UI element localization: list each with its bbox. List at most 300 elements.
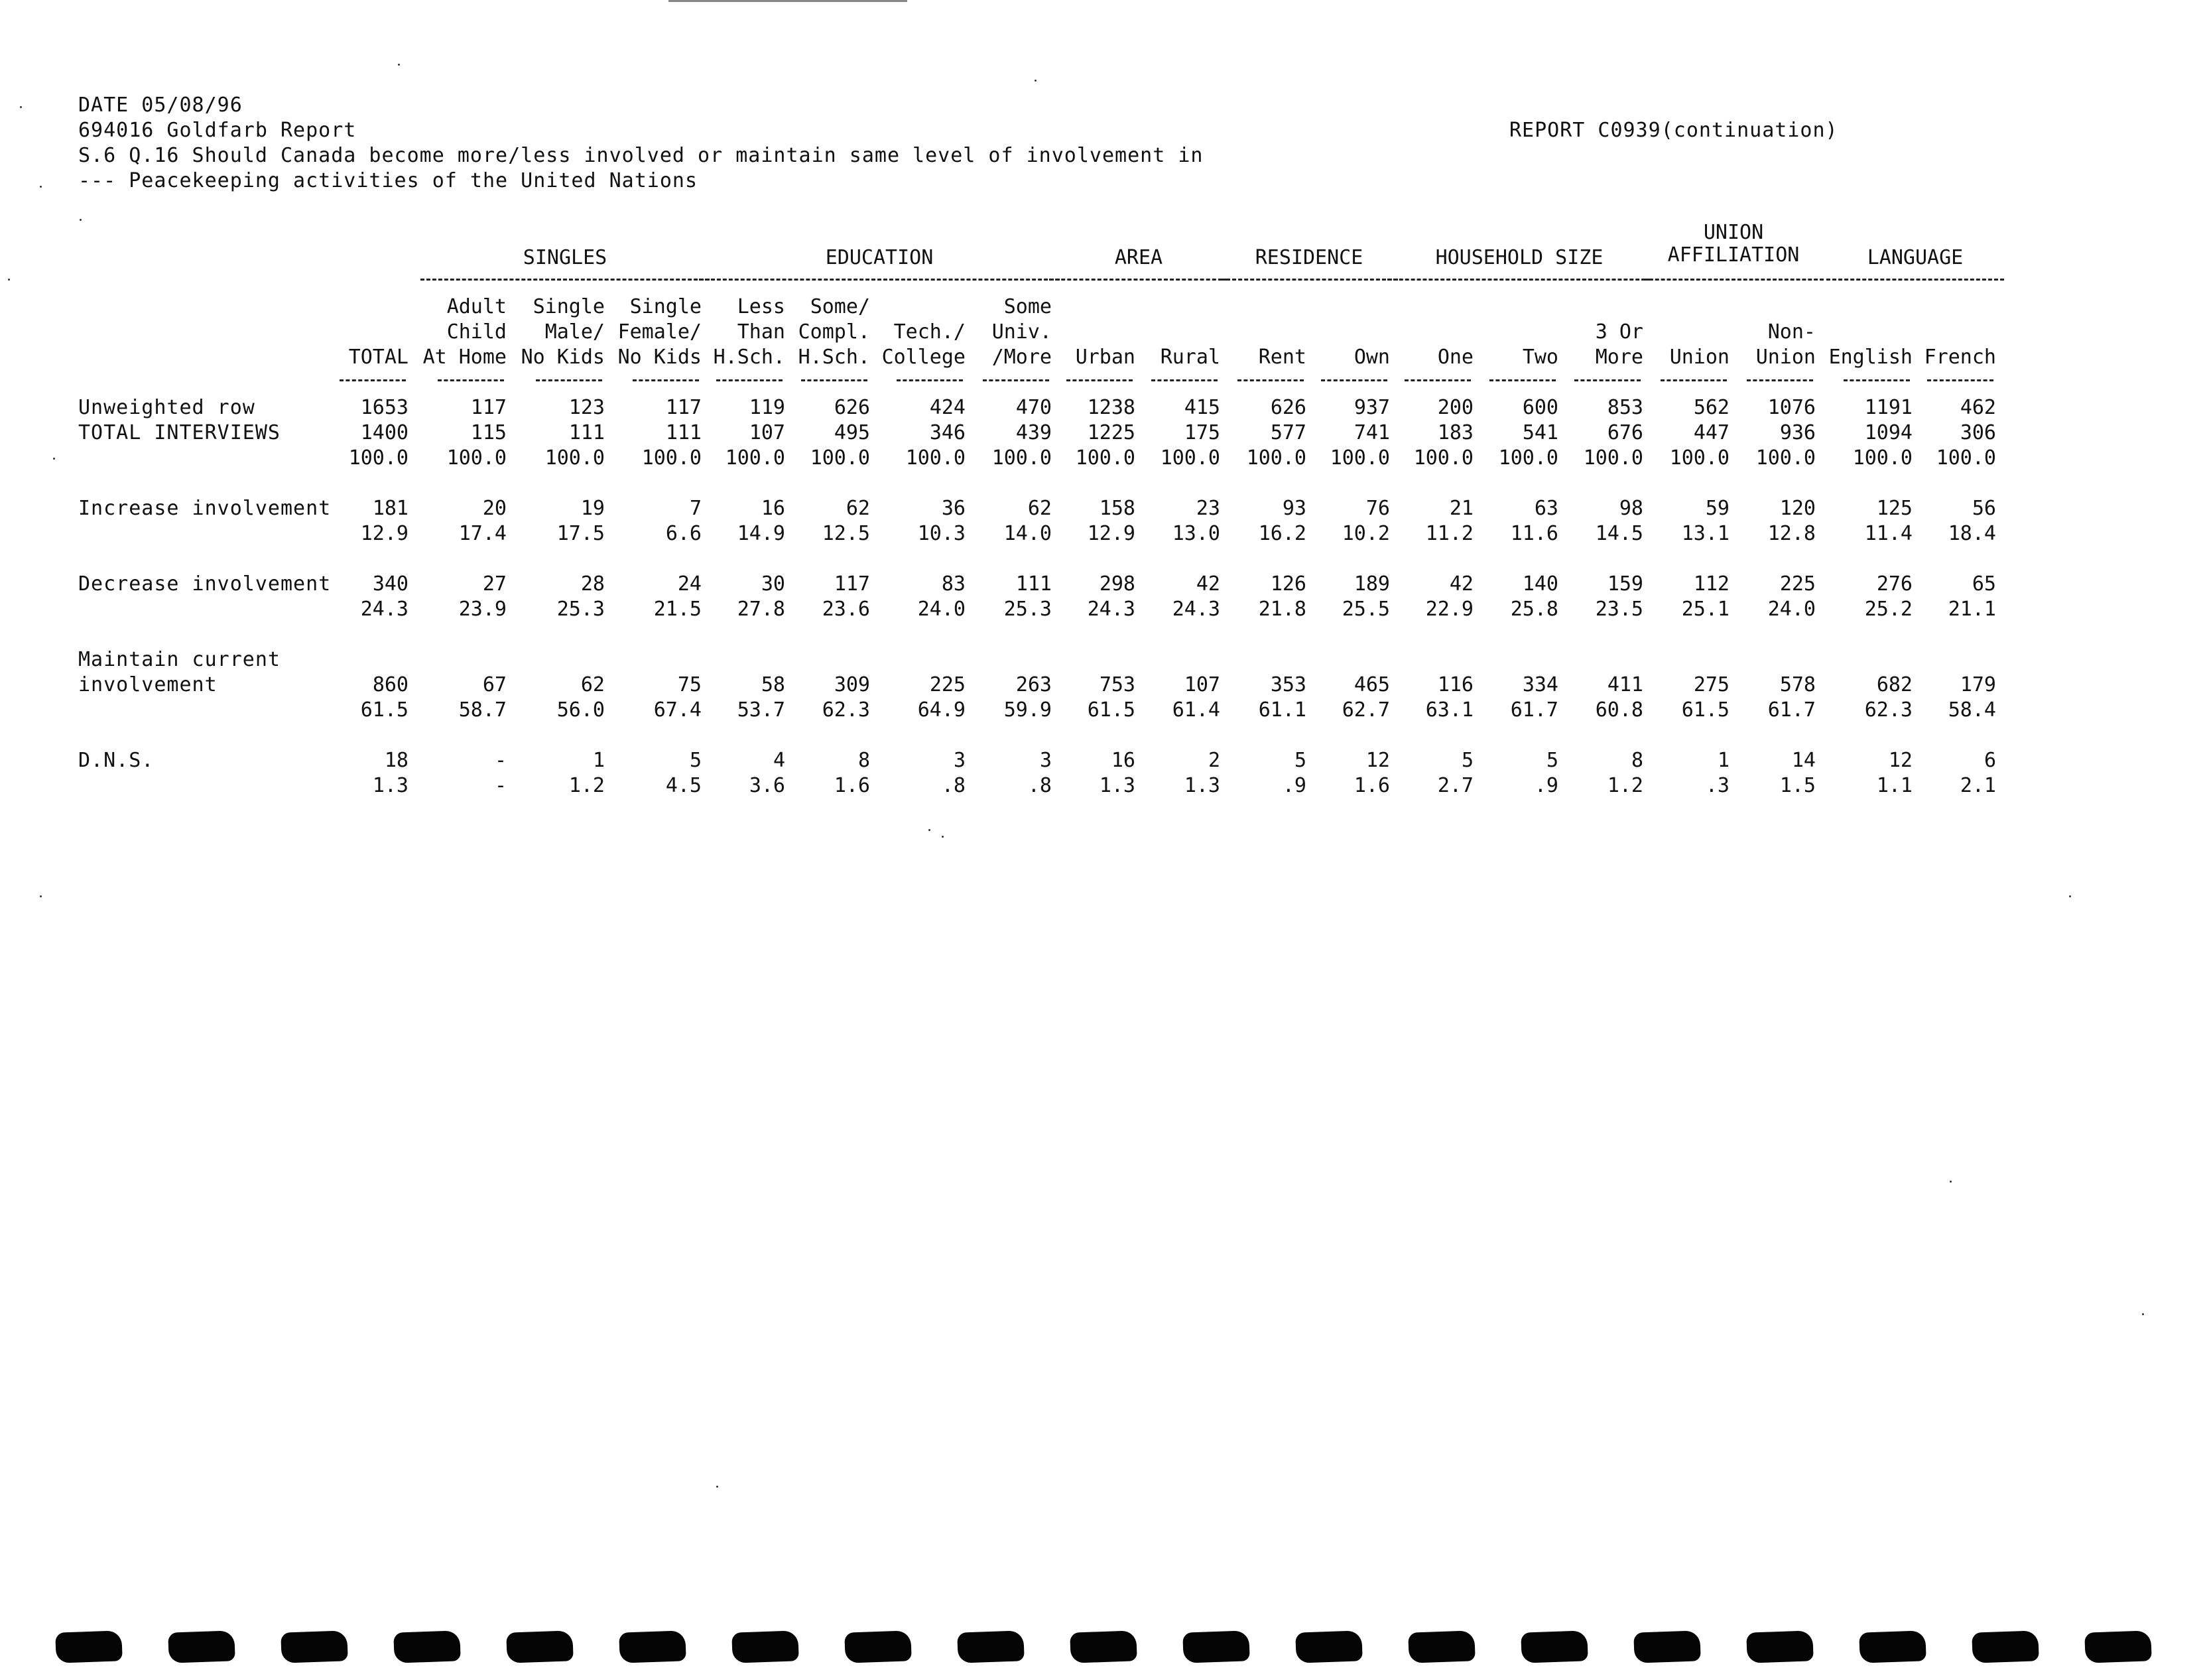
table-cell: 1225 [1087, 421, 1135, 444]
punch-hole [1182, 1630, 1250, 1663]
table-cell: 225 [1779, 572, 1816, 596]
table-cell: 16.2 [1258, 522, 1306, 545]
table-cell: 100.0 [348, 446, 409, 470]
table-cell: 140 [1522, 572, 1558, 596]
column-header: Some/ Compl. H.Sch. [798, 295, 870, 369]
scan-speck [8, 279, 10, 281]
column-underline [1405, 379, 1471, 381]
table-cell: 1.6 [834, 774, 870, 797]
table-cell: 860 [372, 673, 409, 696]
table-cell: 100.0 [1246, 446, 1306, 470]
column-group-header: HOUSEHOLD SIZE [1435, 246, 1604, 269]
column-underline [633, 379, 699, 381]
table-cell: 120 [1779, 497, 1816, 520]
table-cell: 83 [941, 572, 966, 596]
table-cell: 125 [1876, 497, 1913, 520]
table-cell: - [494, 749, 507, 772]
table-cell: 75 [677, 673, 702, 696]
table-cell: 24.3 [360, 598, 409, 621]
table-cell: 61.1 [1258, 698, 1306, 722]
punch-hole [1746, 1630, 1814, 1663]
column-underline [340, 379, 406, 381]
scan-speck [2069, 895, 2071, 897]
punch-hole [619, 1630, 686, 1663]
row-label: involvement [78, 673, 218, 696]
table-cell: 42 [1196, 572, 1220, 596]
table-cell: 12 [1365, 749, 1390, 772]
column-underline [1927, 379, 1993, 381]
table-cell: 25.2 [1864, 598, 1913, 621]
table-cell: 340 [372, 572, 409, 596]
column-header: English [1828, 346, 1913, 369]
table-cell: 1 [592, 749, 605, 772]
column-header: French [1924, 346, 1996, 369]
table-cell: 116 [1437, 673, 1474, 696]
table-cell: 19 [580, 497, 605, 520]
column-header: Rural [1160, 346, 1220, 369]
table-cell: 111 [665, 421, 702, 444]
row-label: Maintain current [78, 648, 281, 671]
column-header: Non- Union [1755, 320, 1816, 369]
question-text: S.6 Q.16 Should Canada become more/less involved or maintain same level of involvement in [78, 144, 1204, 167]
table-cell: 1.6 [1354, 774, 1390, 797]
table-cell: 175 [1184, 421, 1220, 444]
table-cell: 11.4 [1864, 522, 1913, 545]
scan-speck [2142, 1313, 2144, 1315]
table-cell: 100.0 [446, 446, 507, 470]
table-cell: 58.7 [458, 698, 507, 722]
table-cell: 626 [1270, 396, 1306, 419]
table-cell: 298 [1099, 572, 1135, 596]
table-cell: 263 [1015, 673, 1052, 696]
column-underline [1844, 379, 1910, 381]
table-cell: 100.0 [1160, 446, 1220, 470]
table-cell: 21.8 [1258, 598, 1306, 621]
table-cell: 23.5 [1595, 598, 1643, 621]
table-cell: 3 [1039, 749, 1052, 772]
punch-hole [281, 1630, 348, 1663]
table-cell: 100.0 [1330, 446, 1390, 470]
table-cell: 4 [773, 749, 785, 772]
table-cell: 21.1 [1948, 598, 1996, 621]
column-underline [1321, 379, 1387, 381]
column-header: Union [1669, 346, 1730, 369]
table-cell: 100.0 [641, 446, 702, 470]
table-cell: 100.0 [905, 446, 966, 470]
column-header: Rent [1258, 346, 1306, 369]
punch-hole [957, 1630, 1025, 1663]
table-cell: 100.0 [725, 446, 785, 470]
column-group-header: RESIDENCE [1255, 246, 1363, 269]
table-cell: 1.2 [1607, 774, 1643, 797]
punch-hole [1295, 1630, 1363, 1663]
table-cell: 61.4 [1172, 698, 1220, 722]
report-name: 694016 Goldfarb Report [78, 119, 357, 142]
table-cell: 23.6 [822, 598, 870, 621]
table-cell: 61.5 [1087, 698, 1135, 722]
column-underline [1747, 379, 1813, 381]
table-cell: 123 [568, 396, 605, 419]
table-cell: 200 [1437, 396, 1474, 419]
table-cell: 56.0 [556, 698, 605, 722]
table-cell: 13.1 [1681, 522, 1730, 545]
table-cell: 18 [384, 749, 409, 772]
column-underline [716, 379, 783, 381]
table-cell: 67.4 [653, 698, 702, 722]
table-cell: 189 [1354, 572, 1390, 596]
table-cell: 24.3 [1172, 598, 1220, 621]
table-cell: 117 [665, 396, 702, 419]
column-header: Own [1354, 346, 1390, 369]
column-underline [438, 379, 504, 381]
table-cell: 465 [1354, 673, 1390, 696]
column-header: TOTAL [348, 346, 409, 369]
table-cell: 17.4 [458, 522, 507, 545]
table-cell: 100.0 [1583, 446, 1643, 470]
table-cell: 67 [482, 673, 507, 696]
table-cell: 23.9 [458, 598, 507, 621]
table-cell: 100.0 [1075, 446, 1135, 470]
table-cell: 676 [1607, 421, 1643, 444]
table-cell: 577 [1270, 421, 1306, 444]
table-cell: 18.4 [1948, 522, 1996, 545]
table-cell: 10.2 [1342, 522, 1390, 545]
table-cell: 10.3 [917, 522, 966, 545]
table-cell: 62 [1027, 497, 1052, 520]
table-header [0, 0, 2205, 398]
group-divider [420, 279, 710, 281]
scan-speck [53, 458, 55, 460]
table-cell: 1.3 [1099, 774, 1135, 797]
column-underline [983, 379, 1049, 381]
column-group-header: UNION AFFILIATION [1667, 221, 1800, 267]
table-cell: 1.2 [568, 774, 605, 797]
row-label: Decrease involvement [78, 572, 332, 596]
punch-hole [393, 1630, 461, 1663]
group-divider [1049, 279, 1228, 281]
column-header: Urban [1075, 346, 1135, 369]
table-cell: 541 [1522, 421, 1558, 444]
table-cell: 181 [372, 497, 409, 520]
column-underline [897, 379, 963, 381]
table-cell: 1094 [1864, 421, 1913, 444]
table-cell: 20 [482, 497, 507, 520]
column-group-header: SINGLES [523, 246, 607, 269]
row-label: Increase involvement [78, 497, 332, 520]
table-cell: 6.6 [665, 522, 702, 545]
table-cell: .9 [1534, 774, 1558, 797]
table-cell: 159 [1607, 572, 1643, 596]
table-cell: 100.0 [1669, 446, 1730, 470]
group-divider [1826, 279, 2004, 281]
row-label: TOTAL INTERVIEWS [78, 421, 281, 444]
table-cell: 5 [1461, 749, 1474, 772]
table-cell: 309 [834, 673, 870, 696]
table-cell: 119 [749, 396, 785, 419]
table-cell: 853 [1607, 396, 1643, 419]
table-cell: 126 [1270, 572, 1306, 596]
scan-speck [40, 895, 42, 897]
table-cell: 1.1 [1876, 774, 1913, 797]
column-group-header: AREA [1114, 246, 1163, 269]
column-header: One [1437, 346, 1474, 369]
column-header: 3 Or More [1595, 320, 1643, 369]
table-cell: 447 [1693, 421, 1730, 444]
table-cell: 1.3 [1184, 774, 1220, 797]
table-cell: 14.9 [737, 522, 785, 545]
table-cell: 6 [1984, 749, 1996, 772]
column-underline [536, 379, 602, 381]
table-cell: 24.0 [917, 598, 966, 621]
table-cell: 117 [834, 572, 870, 596]
scan-speck [1950, 1181, 1952, 1183]
column-header: Two [1522, 346, 1558, 369]
punch-hole [506, 1630, 574, 1663]
table-cell: 21 [1449, 497, 1474, 520]
table-cell: 62 [846, 497, 870, 520]
table-cell: 411 [1607, 673, 1643, 696]
table-cell: 14.0 [1003, 522, 1052, 545]
topic-text: --- Peacekeeping activities of the United Nations [78, 169, 698, 192]
table-cell: 470 [1015, 396, 1052, 419]
table-cell: 3 [953, 749, 966, 772]
table-cell: 17.5 [556, 522, 605, 545]
group-divider [1220, 279, 1398, 281]
table-cell: 100.0 [1852, 446, 1913, 470]
scan-speck [20, 106, 22, 108]
table-cell: 61.5 [1681, 698, 1730, 722]
table-cell: 61.7 [1767, 698, 1816, 722]
column-group-header: EDUCATION [825, 246, 934, 269]
table-cell: 2.1 [1960, 774, 1996, 797]
table-cell: 13.0 [1172, 522, 1220, 545]
table-cell: 626 [834, 396, 870, 419]
table-cell: 7 [689, 497, 702, 520]
column-underline [1489, 379, 1556, 381]
table-cell: 334 [1522, 673, 1558, 696]
table-cell: 415 [1184, 396, 1220, 419]
table-cell: 12.9 [360, 522, 409, 545]
table-cell: 111 [568, 421, 605, 444]
table-cell: .9 [1282, 774, 1306, 797]
column-underline [1237, 379, 1304, 381]
table-cell: 11.2 [1425, 522, 1474, 545]
table-cell: 107 [1184, 673, 1220, 696]
table-cell: 578 [1779, 673, 1816, 696]
column-underline [1574, 379, 1641, 381]
table-cell: 275 [1693, 673, 1730, 696]
table-cell: 27.8 [737, 598, 785, 621]
table-cell: 16 [1111, 749, 1135, 772]
table-cell: 1400 [360, 421, 409, 444]
table-cell: 100.0 [1936, 446, 1996, 470]
table-cell: 25.8 [1510, 598, 1558, 621]
table-cell: 58 [761, 673, 785, 696]
table-cell: 8 [1631, 749, 1643, 772]
table-cell: 179 [1960, 673, 1996, 696]
punch-hole [1972, 1630, 2039, 1663]
table-cell: 14 [1791, 749, 1816, 772]
table-cell: 115 [470, 421, 507, 444]
punch-hole [2084, 1630, 2152, 1663]
table-cell: 753 [1099, 673, 1135, 696]
scan-speck [40, 186, 42, 188]
table-cell: 100.0 [810, 446, 870, 470]
table-cell: 1.5 [1779, 774, 1816, 797]
table-cell: 64.9 [917, 698, 966, 722]
table-cell: 3.6 [749, 774, 785, 797]
table-cell: 61.5 [360, 698, 409, 722]
punch-hole [55, 1630, 123, 1663]
table-cell: 65 [1972, 572, 1996, 596]
column-header: Some Univ. /More [991, 295, 1052, 369]
table-cell: 276 [1876, 572, 1913, 596]
table-cell: 100.0 [544, 446, 605, 470]
table-cell: 4.5 [665, 774, 702, 797]
table-cell: 63.1 [1425, 698, 1474, 722]
table-cell: 100.0 [991, 446, 1052, 470]
table-cell: 2 [1208, 749, 1220, 772]
punch-hole [168, 1630, 235, 1663]
table-cell: 24 [677, 572, 702, 596]
table-cell: 12.8 [1767, 522, 1816, 545]
table-cell: 14.5 [1595, 522, 1643, 545]
table-cell: 1238 [1087, 396, 1135, 419]
table-cell: 1191 [1864, 396, 1913, 419]
report-date: DATE 05/08/96 [78, 94, 243, 117]
scan-speck [942, 836, 944, 838]
table-cell: 2.7 [1437, 774, 1474, 797]
group-divider [699, 279, 1060, 281]
column-header: Single Female/ No Kids [617, 295, 702, 369]
table-cell: 22.9 [1425, 598, 1474, 621]
table-cell: 1653 [360, 396, 409, 419]
table-cell: 27 [482, 572, 507, 596]
table-cell: .3 [1705, 774, 1730, 797]
table-cell: 60.8 [1595, 698, 1643, 722]
column-header: Single Male/ No Kids [521, 295, 605, 369]
table-cell: 11.6 [1510, 522, 1558, 545]
table-cell: 183 [1437, 421, 1474, 444]
table-cell: 117 [470, 396, 507, 419]
punch-hole [1408, 1630, 1476, 1663]
table-cell: 936 [1779, 421, 1816, 444]
table-cell: 42 [1449, 572, 1474, 596]
table-cell: 16 [761, 497, 785, 520]
column-underline [801, 379, 867, 381]
table-cell: 1076 [1767, 396, 1816, 419]
table-cell: 24.3 [1087, 598, 1135, 621]
row-label: D.N.S. [78, 749, 155, 772]
table-cell: 5 [1294, 749, 1306, 772]
table-cell: - [494, 774, 507, 797]
table-cell: 62 [580, 673, 605, 696]
table-cell: 1.3 [372, 774, 409, 797]
table-cell: 58.4 [1948, 698, 1996, 722]
column-header: Less Than H.Sch. [713, 295, 785, 369]
table-cell: 112 [1693, 572, 1730, 596]
table-cell: 12.5 [822, 522, 870, 545]
table-cell: 25.3 [1003, 598, 1052, 621]
scan-speck [716, 1486, 718, 1488]
table-cell: 56 [1972, 497, 1996, 520]
table-cell: 600 [1522, 396, 1558, 419]
column-group-header: LANGUAGE [1867, 246, 1964, 269]
table-cell: 36 [941, 497, 966, 520]
table-cell: 5 [1546, 749, 1558, 772]
table-cell: 1 [1717, 749, 1730, 772]
report-id: REPORT C0939(continuation) [1509, 119, 1838, 142]
column-header: Tech./ College [881, 320, 966, 369]
table-cell: 62.3 [822, 698, 870, 722]
column-underline [1151, 379, 1218, 381]
table-cell: 28 [580, 572, 605, 596]
table-cell: 59.9 [1003, 698, 1052, 722]
table-cell: 158 [1099, 497, 1135, 520]
table-cell: 5 [689, 749, 702, 772]
table-cell: 8 [857, 749, 870, 772]
punch-hole [1521, 1630, 1588, 1663]
table-cell: 439 [1015, 421, 1052, 444]
table-cell: 353 [1270, 673, 1306, 696]
table-cell: 462 [1960, 396, 1996, 419]
table-cell: 937 [1354, 396, 1390, 419]
table-cell: 100.0 [1498, 446, 1558, 470]
table-cell: 741 [1354, 421, 1390, 444]
table-cell: 100.0 [1755, 446, 1816, 470]
table-cell: 111 [1015, 572, 1052, 596]
table-cell: 98 [1619, 497, 1643, 520]
table-cell: 107 [749, 421, 785, 444]
table-cell: 21.5 [653, 598, 702, 621]
table-cell: 93 [1282, 497, 1306, 520]
table-cell: 59 [1705, 497, 1730, 520]
table-cell: 25.1 [1681, 598, 1730, 621]
table-cell: .8 [1027, 774, 1052, 797]
table-cell: 30 [761, 572, 785, 596]
table-cell: 62.3 [1864, 698, 1913, 722]
row-label: Unweighted row [78, 396, 255, 419]
table-cell: 25.3 [556, 598, 605, 621]
table-cell: 562 [1693, 396, 1730, 419]
column-underline [1066, 379, 1133, 381]
table-cell: 306 [1960, 421, 1996, 444]
scan-speck [398, 64, 400, 66]
punch-hole [1859, 1630, 1926, 1663]
table-cell: 63 [1534, 497, 1558, 520]
table-cell: .8 [941, 774, 966, 797]
punch-hole [1070, 1630, 1137, 1663]
table-cell: 53.7 [737, 698, 785, 722]
table-cell: 100.0 [1413, 446, 1474, 470]
table-cell: 25.5 [1342, 598, 1390, 621]
table-cell: 76 [1365, 497, 1390, 520]
table-cell: 682 [1876, 673, 1913, 696]
table-cell: 24.0 [1767, 598, 1816, 621]
table-cell: 225 [929, 673, 966, 696]
group-divider [1643, 279, 1824, 281]
table-cell: 424 [929, 396, 966, 419]
column-header: Adult Child At Home [422, 295, 507, 369]
table-cell: 62.7 [1342, 698, 1390, 722]
scan-speck [1035, 80, 1037, 82]
table-cell: 23 [1196, 497, 1220, 520]
scan-speck [80, 219, 82, 221]
punch-hole [731, 1630, 799, 1663]
table-cell: 495 [834, 421, 870, 444]
punch-hole [844, 1630, 912, 1663]
group-divider [1387, 279, 1651, 281]
